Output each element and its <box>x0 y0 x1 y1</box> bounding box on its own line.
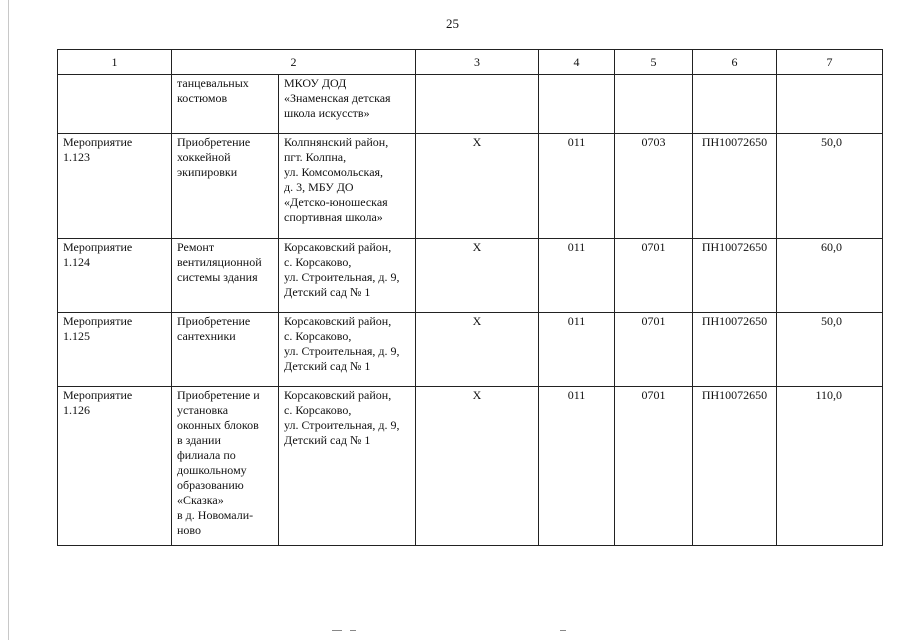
col5-cell: 0701 <box>615 239 693 313</box>
table-row <box>58 387 883 546</box>
col6-cell: ПН10072650 <box>693 313 777 387</box>
location-cell: Корсаковский район, с. Корсаково, ул. Строительная, д. 9, Детский сад № 1 <box>279 387 416 546</box>
scan-artifact <box>332 630 342 631</box>
col3-cell: X <box>416 239 539 313</box>
description-cell: Приобретение хоккейной экипировки <box>172 134 279 239</box>
header-cell-4: 4 <box>539 50 615 75</box>
header-cell-5: 5 <box>615 50 693 75</box>
event-cell: Мероприятие 1.125 <box>58 313 172 387</box>
header-row <box>58 50 883 75</box>
col6-cell <box>693 75 777 134</box>
table-row <box>58 134 883 239</box>
description-cell: танцевальных костюмов <box>172 75 279 134</box>
description-cell: Приобретение и установка оконных блоков в здании филиала по дошкольному образованию «Сказка» в д. Новомали- ново <box>172 387 279 546</box>
header-cell-1: 1 <box>58 50 172 75</box>
col5-cell: 0703 <box>615 134 693 239</box>
header-cell-3: 3 <box>416 50 539 75</box>
table-row <box>58 239 883 313</box>
col3-cell: X <box>416 387 539 546</box>
table-row <box>58 313 883 387</box>
amount-cell <box>777 75 883 134</box>
location-cell: Корсаковский район, с. Корсаково, ул. Строительная, д. 9, Детский сад № 1 <box>279 239 416 313</box>
event-cell: Мероприятие 1.123 <box>58 134 172 239</box>
budget-table <box>57 49 883 546</box>
col5-cell <box>615 75 693 134</box>
location-cell: МКОУ ДОД «Знаменская детская школа искусств» <box>279 75 416 134</box>
amount-cell: 110,0 <box>777 387 883 546</box>
col3-cell: X <box>416 134 539 239</box>
description-cell: Приобретение сантехники <box>172 313 279 387</box>
table-row <box>58 75 883 134</box>
event-cell <box>58 75 172 134</box>
page-number: 25 <box>446 16 459 31</box>
col5-cell: 0701 <box>615 313 693 387</box>
col4-cell: 011 <box>539 134 615 239</box>
header-cell-2: 2 <box>172 50 416 75</box>
col3-cell: X <box>416 313 539 387</box>
event-cell: Мероприятие 1.124 <box>58 239 172 313</box>
scan-artifact <box>350 630 356 631</box>
scan-edge-line <box>8 0 9 640</box>
location-cell: Колпнянский район, пгт. Колпна, ул. Комсомольская, д. 3, МБУ ДО «Детско-юношеская спортивная школа» <box>279 134 416 239</box>
col4-cell <box>539 75 615 134</box>
col4-cell: 011 <box>539 387 615 546</box>
amount-cell: 50,0 <box>777 134 883 239</box>
col4-cell: 011 <box>539 313 615 387</box>
amount-cell: 50,0 <box>777 313 883 387</box>
header-cell-6: 6 <box>693 50 777 75</box>
col6-cell: ПН10072650 <box>693 387 777 546</box>
col6-cell: ПН10072650 <box>693 134 777 239</box>
col3-cell <box>416 75 539 134</box>
event-cell: Мероприятие 1.126 <box>58 387 172 546</box>
header-cell-7: 7 <box>777 50 883 75</box>
description-cell: Ремонт вентиляционной системы здания <box>172 239 279 313</box>
col5-cell: 0701 <box>615 387 693 546</box>
col6-cell: ПН10072650 <box>693 239 777 313</box>
amount-cell: 60,0 <box>777 239 883 313</box>
location-cell: Корсаковский район, с. Корсаково, ул. Строительная, д. 9, Детский сад № 1 <box>279 313 416 387</box>
scan-artifact <box>560 630 566 631</box>
col4-cell: 011 <box>539 239 615 313</box>
